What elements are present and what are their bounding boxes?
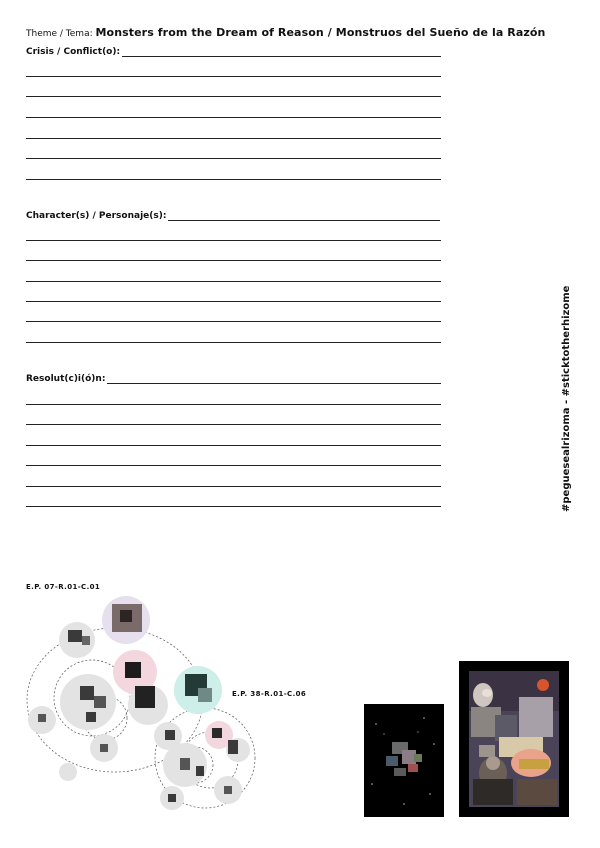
- resolution-label-line[interactable]: [100, 383, 441, 384]
- writing-line[interactable]: [26, 301, 441, 302]
- writing-line[interactable]: [26, 465, 441, 466]
- writing-line[interactable]: [26, 260, 441, 261]
- writing-line[interactable]: [26, 506, 441, 507]
- poster-large: [459, 661, 569, 817]
- resolution-label: Resolut(c)i(ó)n:: [26, 374, 106, 384]
- writing-line[interactable]: [26, 76, 441, 77]
- writing-line[interactable]: [26, 445, 441, 446]
- hashtag-text: #peguesealrizoma - #sticktotherhizome: [561, 285, 572, 512]
- poster-small: [364, 704, 444, 817]
- diagram-code-2: E.P. 38-R.01-C.06: [232, 690, 307, 698]
- poster-small-art: [364, 704, 444, 817]
- characters-label-line[interactable]: [160, 220, 440, 221]
- characters-label: Character(s) / Personaje(s):: [26, 211, 167, 221]
- poster-large-art: [459, 661, 569, 817]
- writing-line[interactable]: [26, 240, 441, 241]
- theme-prefix: Theme / Tema:: [26, 29, 96, 39]
- writing-line[interactable]: [26, 117, 441, 118]
- writing-line[interactable]: [26, 281, 441, 282]
- writing-line[interactable]: [26, 158, 441, 159]
- rhizome-diagram: [20, 590, 260, 820]
- theme-heading: [26, 26, 545, 39]
- writing-line[interactable]: [26, 486, 441, 487]
- crisis-label: Crisis / Conflict(o):: [26, 47, 121, 57]
- writing-line[interactable]: [26, 321, 441, 322]
- writing-line[interactable]: [26, 179, 441, 180]
- writing-line[interactable]: [26, 96, 441, 97]
- diagram-code-1: E.P. 07-R.01-C.01: [26, 583, 101, 591]
- writing-line[interactable]: [26, 404, 441, 405]
- writing-line[interactable]: [26, 342, 441, 343]
- crisis-label-line[interactable]: [117, 56, 441, 57]
- writing-line[interactable]: [26, 138, 441, 139]
- theme-title: Monsters from the Dream of Reason / Monstruos del Sueño de la Razón: [95, 26, 546, 39]
- hashtag-vertical: [561, 285, 575, 512]
- writing-line[interactable]: [26, 424, 441, 425]
